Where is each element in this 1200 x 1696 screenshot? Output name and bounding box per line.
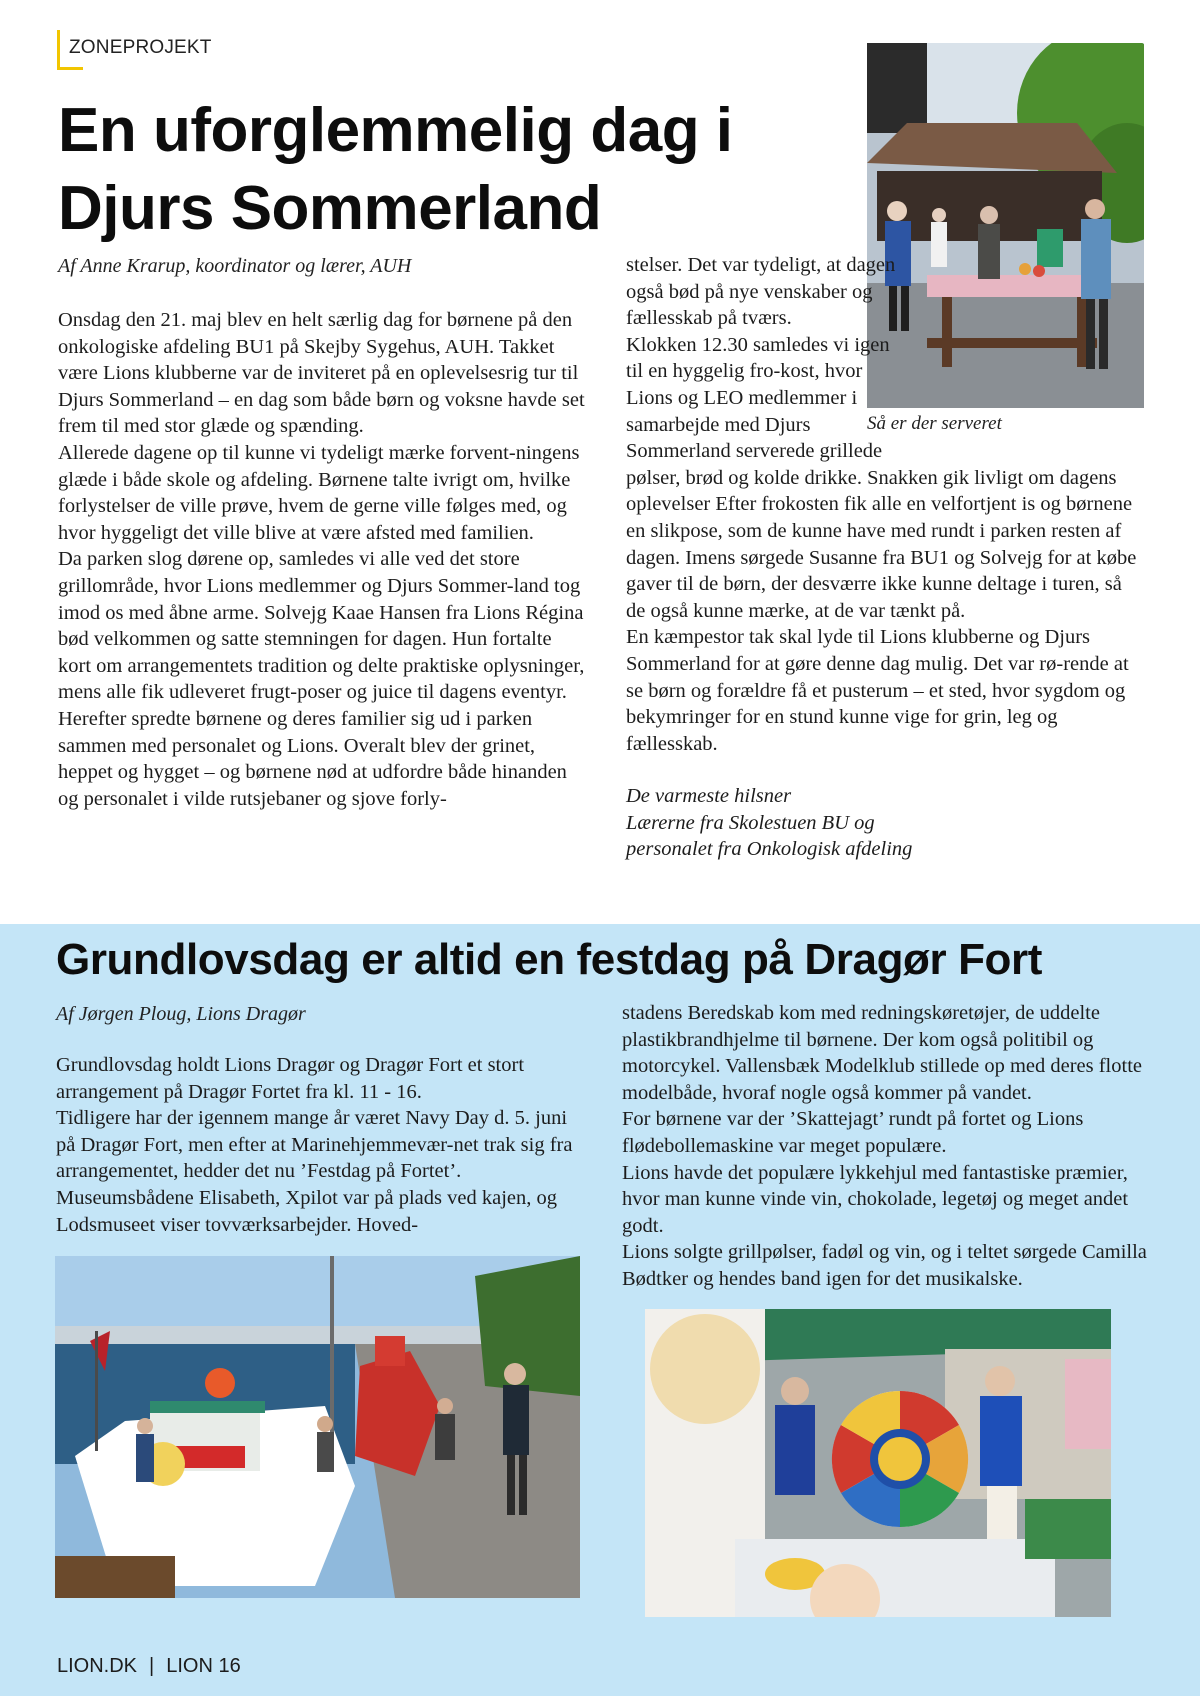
article2-headline: Grundlovsdag er altid en festdag på Dragør Fort — [56, 935, 1043, 984]
page-footer — [57, 1655, 241, 1678]
article2-column-1 — [56, 1052, 586, 1238]
article2-byline: Af Jørgen Ploug, Lions Dragør — [56, 1003, 306, 1025]
article1-column-1 — [58, 307, 588, 812]
paragraph: For børnene var der ’Skattejagt’ rundt på fortet og Lions flødebollemaskine var meget populære. — [622, 1108, 1084, 1157]
footer-site: LION.DK — [57, 1655, 138, 1677]
paragraph: En kæmpestor tak skal lyde til Lions klubberne og Djurs Sommerland for at gøre denne dag mulig. Det var rø-rende at se børn og forældre få et pusterum – et sted, hvor sygdom og bekymringer for en stund kunne vige for grin, leg og fællesskab. — [626, 626, 1129, 755]
section-tag-label: ZONEPROJEKT — [69, 37, 212, 58]
paragraph: Allerede dagene op til kunne vi tydeligt mærke forvent-ningens glæde i både skole og afdeling. Børnene talte ivrigt om, hvilke forlystelser de ville prøve, hvem de gerne ville følges med, og hvor hyggeligt det ville blive at være afsted med familien. — [58, 441, 580, 544]
article2-column-2 — [622, 1000, 1152, 1293]
closing-line: personalet fra Onkologisk afdeling — [626, 838, 913, 861]
article1-headline: En uforglemmelig dag i Djurs Sommerland — [58, 96, 733, 243]
paragraph: Herefter spredte børnene og deres familier sig ud i parken sammen med personalet og Lions. Overalt blev der grinet, heppet og hygget – og børnene nød at udfordre både hinanden og personalet i vilde rutsjebaner og sjove forly- — [58, 707, 567, 810]
footer-page-number: LION 16 — [166, 1655, 241, 1677]
paragraph: Klokken 12.30 samledes vi igen til en hyggelig fro-kost, hvor Lions og LEO medlemmer i samarbejde med Djurs Sommerland serverede grillede pølser, brød og kolde drikke. Snakken gik livligt om dagens oplevelser Efter frokosten fik alle en velfortjent is og børnene en slikpose, som de kunne have med rundt i parken resten af dagen. Imens sørgede Susanne fra BU1 og Solvejg for at købe gaver til de børn, der desværre ikke kunne deltage i turen, så de også kunne mærke, at de var tænkt på. — [626, 333, 1137, 622]
photo-caption: Så er der serveret — [867, 413, 1002, 434]
photo-lions-booth — [645, 1309, 1111, 1617]
paragraph: Onsdag den 21. maj blev en helt særlig dag for børnene på den onkologiske afdeling BU1 på Skejby Sygehus, AUH. Takket være Lions klubberne var de inviteret på en oplevelsesrig tur til Djurs Sommerland – en dag som både børn og voksne havde set frem til med stor glæde og spænding. — [58, 309, 585, 438]
paragraph: Lions solgte grillpølser, fadøl og vin, og i teltet sørgede Camilla Bødtker og hendes band igen for det musikalske. — [622, 1241, 1147, 1290]
paragraph: Lions havde det populære lykkehjul med fantastiske præmier, hvor man kunne vinde vin, chokolade, legetøj og meget andet godt. — [622, 1161, 1129, 1237]
closing-line: Lærerne fra Skolestuen BU og — [626, 811, 875, 834]
photo-harbor-boats — [55, 1256, 580, 1598]
article1-byline: Af Anne Krarup, koordinator og lærer, AUH — [58, 255, 412, 277]
closing-line: De varmeste hilsner — [626, 785, 792, 808]
closing-greeting — [626, 783, 1146, 863]
paragraph: Da parken slog dørene op, samledes vi alle ved det store grillområde, hvor Lions medlemmer og Djurs Sommer-land tog imod os med åbne arme. Solvejg Kaae Hansen fra Lions Régina bød velkommen og satte stemningen for dagen. Hun fortalte kort om arrangementets tradition og delte praktiske oplysninger, mens alle fik udleveret frugt-poser og juice til dagens eventyr. — [58, 548, 585, 704]
paragraph: stelser. Det var tydeligt, at dagen også bød på nye venskaber og fællesskab på tværs. — [626, 254, 896, 330]
paragraph: Grundlovsdag holdt Lions Dragør og Dragør Fort et stort arrangement på Dragør Fortet fra kl. 11 - 16. — [56, 1054, 525, 1103]
paragraph: stadens Beredskab kom med redningskøretøjer, de uddelte plastikbrandhjelme til børnene. Der kom også politibil og motorcykel. Vallensbæk Modelklub stillede op med deres flotte modelbåde, hvoraf nogle også kommer på vandet. — [622, 1002, 1142, 1104]
paragraph: Tidligere har der igennem mange år været Navy Day d. 5. juni på Dragør Fort, men efter at Marinehjemmevær-net trak sig fra arrangementet, hedder det nu ’Festdag på Fortet’. Museumsbådene Elisabeth, Xpilot var på plads ved kajen, og Lodsmuseet viser tovværksarbejder. Hoved- — [56, 1107, 573, 1236]
article1-column-2 — [626, 252, 1146, 863]
footer-separator: | — [149, 1655, 155, 1677]
section-tag — [57, 30, 212, 70]
